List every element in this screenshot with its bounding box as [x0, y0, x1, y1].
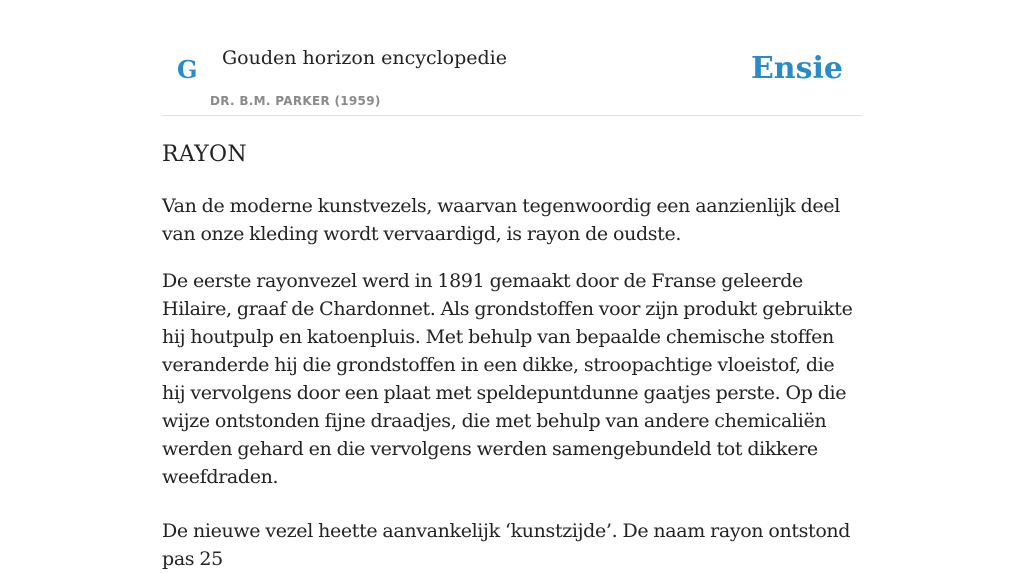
book-logo[interactable]: G: [177, 55, 198, 84]
entry-paragraph: Van de moderne kunstvezels, waarvan tegenwoordig een aanzienlijk deel van onze kleding wordt vervaardigd, is rayon de oudste.: [162, 195, 840, 245]
entry-paragraph: De nieuwe vezel heette aanvankelijk ‘kunstzijde’. De naam rayon ontstond pas 25: [162, 520, 851, 570]
site-header: [162, 0, 862, 116]
book-author: DR. B.M. PARKER (1959): [210, 94, 381, 108]
entry-paragraph: De eerste rayonvezel werd in 1891 gemaakt door de Franse geleerde Hilaire, graaf de Chardonnet. Als grondstoffen voor zijn produkt gebruikte hij houtpulp en katoenpluis. Met behulp van bepaalde chemische stoffen veranderde hij die grondstoffen in een dikke, stroopachtige vloeistof, die hij vervolgens door een plaat met speldepuntdunne gaatjes perste. Op die wijze ontstonden fijne draadjes, die met behulp van andere chemicaliën werden gehard en die vervolgens werden samengebundeld tot dikkere weefdraden.: [162, 270, 853, 488]
entry-title: RAYON: [162, 142, 247, 167]
entry-content: [162, 138, 862, 573]
brand-logo[interactable]: Ensie: [750, 51, 843, 86]
book-title[interactable]: Gouden horizon encyclopedie: [222, 47, 507, 69]
